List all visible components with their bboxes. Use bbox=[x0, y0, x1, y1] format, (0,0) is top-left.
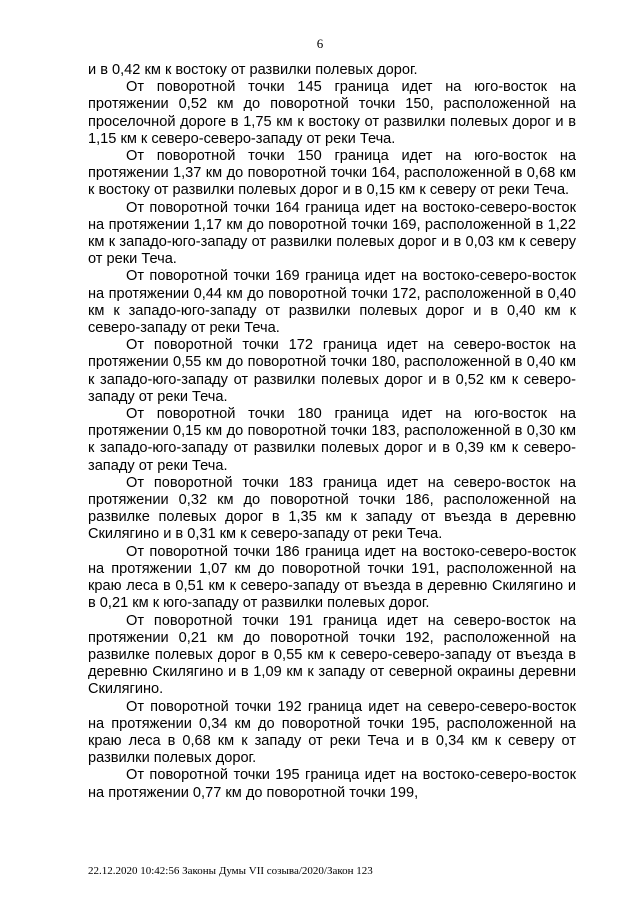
document-footer: 22.12.2020 10:42:56 Законы Думы VII созыва/2020/Закон 123 bbox=[88, 865, 373, 877]
paragraph: От поворотной точки 180 граница идет на юго-восток на протяжении 0,15 км до поворотной точки 183, расположенной в 0,30 км к западо-юго-западу от развилки полевых дорог и в 0,39 км к северо-западу от реки Теча. bbox=[88, 406, 576, 474]
paragraph: От поворотной точки 191 граница идет на северо-восток на протяжении 0,21 км до поворотной точки 192, расположенной на развилке полевых дорог в 0,55 км к северо-северо-западу от въезда в деревню Скилягино и в 1,09 км к западу от северной окраины деревни Скилягино. bbox=[88, 612, 576, 698]
paragraph: От поворотной точки 169 граница идет на востоко-северо-восток на протяжении 0,44 км до поворотной точки 172, расположенной в 0,40 км к западо-юго-западу от развилки полевых дорог и в 0,40 км к северо-западу от реки Теча. bbox=[88, 268, 576, 337]
paragraph: От поворотной точки 183 граница идет на северо-восток на протяжении 0,32 км до поворотной точки 186, расположенной на развилке полевых дорог в 1,35 км к западу от въезда в деревню Скилягино и в 0,31 км к северо-западу от реки Теча. bbox=[88, 474, 576, 543]
paragraph: От поворотной точки 186 граница идет на востоко-северо-восток на протяжении 1,07 км до поворотной точки 191, расположенной на краю леса в 0,51 км к северо-западу от въезда в деревню Скилягино и в 0,21 км к юго-западу от развилки полевых дорог. bbox=[88, 543, 576, 612]
paragraph: От поворотной точки 150 граница идет на юго-восток на протяжении 1,37 км до поворотной точки 164, расположенной в 0,68 км к востоку от развилки полевых дорог и в 0,15 км к северу от реки Теча. bbox=[88, 148, 576, 199]
document-body bbox=[88, 62, 576, 802]
paragraph: и в 0,42 км к востоку от развилки полевых дорог. bbox=[88, 62, 418, 78]
paragraph: От поворотной точки 172 граница идет на северо-восток на протяжении 0,55 км до поворотной точки 180, расположенной в 0,40 км к западо-юго-западу от развилки полевых дорог и в 0,52 км к северо-западу от реки Теча. bbox=[88, 337, 576, 405]
paragraph: От поворотной точки 195 граница идет на востоко-северо-восток на протяжении 0,77 км до поворотной точки 199, bbox=[88, 767, 576, 801]
paragraph: От поворотной точки 164 граница идет на востоко-северо-восток на протяжении 1,17 км до поворотной точки 169, расположенной в 1,22 км к западо-юго-западу от развилки полевых дорог и в 0,03 км к северу от реки Теча. bbox=[88, 199, 576, 268]
page-number: 6 bbox=[316, 36, 324, 51]
paragraph: От поворотной точки 192 граница идет на северо-северо-восток на протяжении 0,34 км до поворотной точки 195, расположенной на краю леса в 0,68 км к западу от реки Теча и в 0,34 км к северу от развилки полевых дорог. bbox=[88, 698, 576, 767]
paragraph: От поворотной точки 145 граница идет на юго-восток на протяжении 0,52 км до поворотной точки 150, расположенной на проселочной дороге в 1,75 км к востоку от развилки полевых дорог и в 1,15 км к северо-северо-западу от реки Теча. bbox=[88, 79, 576, 147]
